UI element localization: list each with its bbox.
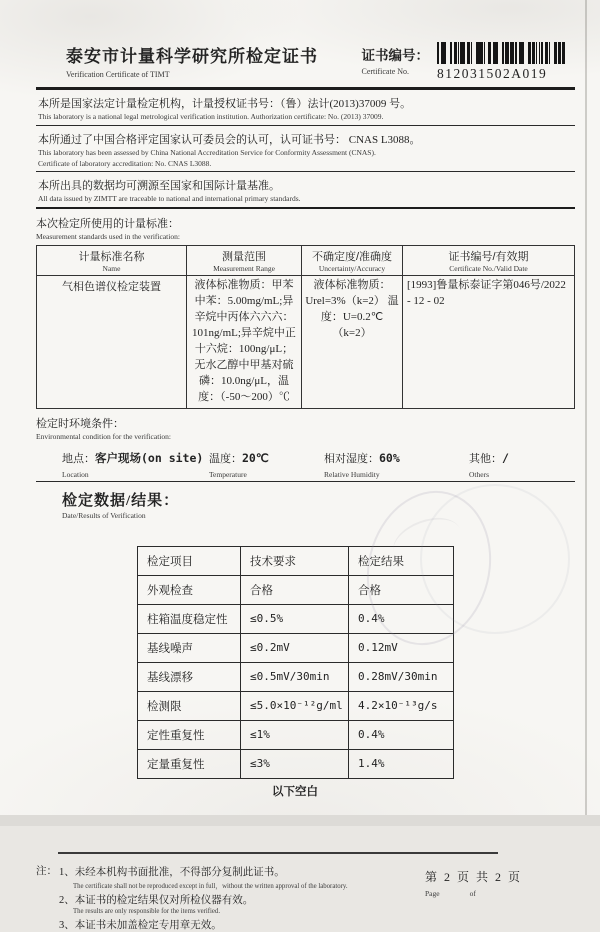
statement-authorization [36, 90, 575, 126]
result-value: 0.28mV/30min [349, 662, 454, 691]
barcode-wrap [437, 42, 569, 82]
footer [36, 863, 575, 932]
result-requirement: ≤1% [241, 720, 349, 749]
env-field-temperature [209, 450, 324, 479]
results-col-item: 检定项目 [138, 546, 241, 575]
result-requirement: ≤0.2mV [241, 633, 349, 662]
standard-range-cell: 液体标准物质：甲苯中苯：5.00mg/mL;异辛烷中丙体六六六：101ng/mL;异辛烷中正十六烷：100ng/μL；无水乙醇中甲基对硫磷：10.0ng/μL，温度：（-50～200）℃ [187, 276, 302, 409]
environment-heading-cn: 检定时环境条件： [36, 417, 124, 430]
col-header-cn: 计量标准名称 [78, 251, 145, 263]
page-title: 泰安市计量科学研究所检定证书 [66, 47, 318, 66]
standards-col-name [37, 246, 187, 276]
col-header-cn: 不确定度/准确度 [311, 251, 393, 263]
result-value: 4.2×10⁻¹³g/s [349, 691, 454, 720]
env-label: 其他： [469, 452, 502, 465]
result-value: 1.4% [349, 749, 454, 778]
note-item-en: The certificate shall not be reproduced except in full，without the written approval of the laboratory. [73, 882, 348, 890]
col-header-en: Name [102, 264, 121, 273]
standards-heading-cn: 本次检定所使用的计量标准： [36, 218, 179, 230]
environment-section-heading [36, 415, 575, 441]
table-row [138, 691, 454, 720]
env-value: 客户现场(on site) [95, 450, 204, 465]
result-item: 定性重复性 [138, 720, 241, 749]
standards-header-row [37, 246, 575, 276]
result-item: 检测限 [138, 691, 241, 720]
col-header-cn: 测量范围 [222, 251, 266, 263]
result-item: 基线噪声 [138, 633, 241, 662]
statement-cn: 本所通过了中国合格评定国家认可委员会的认可，认可证书号： CNAS L3088。 [38, 133, 421, 146]
result-value: 0.12mV [349, 633, 454, 662]
statement-en: All data issued by ZIMTT are traceable to national and international primary standards. [38, 194, 301, 204]
env-value: / [502, 450, 509, 465]
environment-heading-en: Environmental condition for the verification: [36, 431, 171, 441]
col-header-en: Uncertainty/Accuracy [318, 264, 386, 273]
environment-block [36, 450, 575, 482]
env-label-en: Location [62, 469, 89, 479]
result-value: 0.4% [349, 604, 454, 633]
page-title-en: Verification Certificate of TIMT [66, 70, 170, 79]
result-requirement: ≤3% [241, 749, 349, 778]
footer-notes [36, 863, 425, 932]
table-row [138, 720, 454, 749]
title-block [66, 42, 362, 79]
col-header-en: Measurement Range [213, 264, 275, 273]
env-label: 地点： [62, 452, 95, 465]
statement-en: This laboratory has been assessed by China National Accreditation Service for Conformity Assessment (CNAS). [38, 147, 376, 157]
footer-divider [58, 852, 498, 854]
standards-col-certificate [403, 246, 575, 276]
result-requirement: ≤0.5mV/30min [241, 662, 349, 691]
result-item: 柱箱温度稳定性 [138, 604, 241, 633]
standards-data-row [37, 276, 575, 409]
statement-cn: 本所出具的数据均可溯源至国家和国际计量基准。 [38, 180, 280, 193]
page-number-block [425, 863, 575, 932]
standards-col-uncertainty [302, 246, 403, 276]
result-requirement: ≤5.0×10⁻¹²g/ml [241, 691, 349, 720]
statement-accreditation [36, 126, 575, 173]
result-value: 0.4% [349, 720, 454, 749]
env-field-humidity [324, 450, 469, 479]
table-row [138, 749, 454, 778]
note-item: 1、未经本机构书面批准，不得部分复制此证书。 [59, 866, 285, 878]
result-item: 定量重复性 [138, 749, 241, 778]
env-label-en: Others [469, 469, 489, 479]
standards-section-heading [36, 215, 575, 241]
statement-traceability [36, 172, 575, 209]
results-heading-cn: 检定数据/结果： [62, 492, 180, 509]
page-label-en: Page [425, 888, 440, 898]
col-header-en: Certificate No./Valid Date [449, 264, 528, 273]
standard-certificate-cell: [1993]鲁量标泰证字第046号/2022 - 12 - 02 [403, 276, 575, 409]
result-requirement: ≤0.5% [241, 604, 349, 633]
certificate-number-label: 证书编号： [361, 48, 429, 63]
env-label: 相对湿度： [324, 452, 379, 465]
col-header-cn: 证书编号/有效期 [448, 251, 529, 263]
standard-name-cell: 气相色谱仪检定装置 [37, 276, 187, 409]
standards-col-range [187, 246, 302, 276]
table-row [138, 662, 454, 691]
note-item-en: The results are only responsible for the items verified. [73, 907, 221, 915]
statement-cn: 本所是国家法定计量检定机构，计量授权证书号：（鲁）法计(2013)37009 号。 [38, 98, 412, 110]
results-col-requirement: 技术要求 [241, 546, 349, 575]
certificate-number-label-en: Certificate No. [361, 67, 410, 76]
certificate-header [36, 0, 575, 82]
env-value: 20℃ [242, 450, 269, 465]
faint-stamp-icon [420, 484, 570, 634]
env-label-en: Temperature [209, 469, 247, 479]
note-item: 2、本证书的检定结果仅对所检仪器有效。 [59, 894, 254, 906]
scan-edge-right [585, 0, 587, 826]
page-number: 第 2 页 共 2 页 [425, 869, 523, 884]
standard-uncertainty-cell: 液体标准物质：Urel=3%（k=2） 温度：U=0.2℃（k=2） [302, 276, 403, 409]
env-value: 60% [379, 450, 400, 465]
note-label: 注： [36, 865, 57, 877]
note-item: 3、本证书未加盖检定专用章无效。 [59, 919, 222, 931]
env-field-location [62, 450, 209, 479]
barcode-icon [437, 42, 565, 64]
page-of-label-en: of [469, 888, 476, 898]
result-value: 合格 [349, 575, 454, 604]
env-label: 温度： [209, 452, 242, 465]
result-item: 基线漂移 [138, 662, 241, 691]
results-col-result: 检定结果 [349, 546, 454, 575]
statement-en: Certificate of laboratory accreditation: No. CNAS L3088. [38, 158, 212, 168]
certificate-number-value: 812031502A019 [437, 66, 548, 81]
standards-heading-en: Measurement standards used in the verification: [36, 232, 180, 241]
blank-below-note: 以下空白 [272, 785, 318, 798]
result-item: 外观检查 [138, 575, 241, 604]
scan-edge-bottom [0, 815, 600, 826]
result-requirement: 合格 [241, 575, 349, 604]
certificate-number-block [362, 42, 570, 82]
env-field-others [469, 450, 575, 479]
standards-table [36, 245, 575, 409]
statement-en: This laboratory is a national legal metrological verification institution. Authorization certificate: No. (2013) 37009. [38, 112, 384, 121]
certificate-number-labels [362, 42, 430, 82]
env-label-en: Relative Humidity [324, 469, 380, 479]
results-heading-en: Date/Results of Verification [62, 510, 146, 520]
